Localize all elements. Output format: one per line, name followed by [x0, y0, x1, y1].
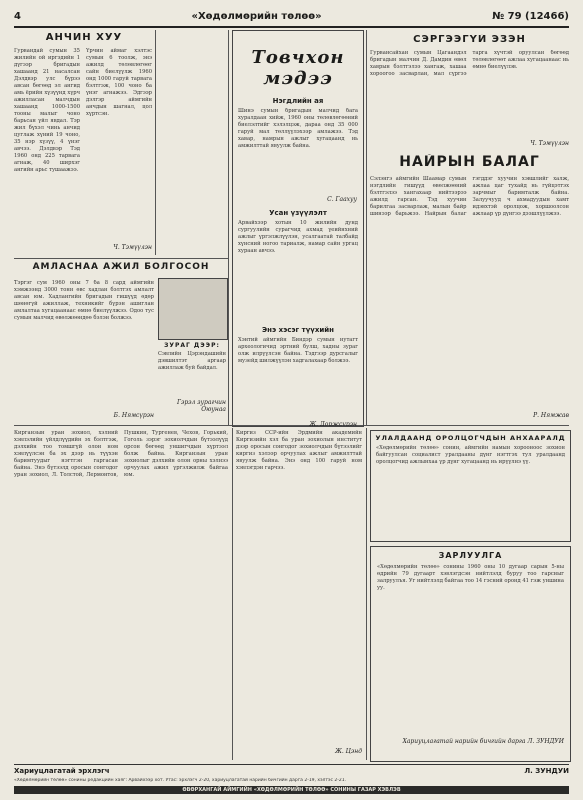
article-anchin-body: Гурвандай сумын 35 жилийн ой иргэдийн 1 дүгээр бригадын хашаанд 21 насалсан Дэлдвэр улс бүрээ авсан бөгөөд эл ангид амь ёрийн хүзүүнд хүрч ажилласан малчдын хашаанд 1000-1500 тооны малыг чоно барьсан үйл явдал. Тэр жил бүхэл чинь анчид цуглаж хүний 19 чоно, 35 нэр хүзүү, 4 үнэг авчээ. Дэлдвэр Тэд 1960 онд 225 тарвага агнаж, 40 ширхэг ангийн арьс тушаажээ.: [14, 48, 80, 173]
article-sergeet-heading: СЭРГЭЭГҮЙ ЭЗЭН: [413, 34, 526, 45]
tovchoon-box: [232, 30, 364, 427]
zaruulga-signature: Хариуцлагатай нарийн бичгийн дарга Л. ЗУНДУИ: [402, 738, 564, 745]
uildal-heading: УЛАЛДААНД ОРОЛЦОГЧДЫН АНХААРАЛД: [375, 434, 566, 442]
article-nairyn-body: Сэлэнгэ аймгийн Шаамар сумын нэгдлийн гишүүд өвөлжөөний бэлтгэлээ хангахаар нийтээрээ ажилд гарсан. Тэд хуучин барилгаа засварлаж, малын байр шинээр барьжээ. Найрын балаг гэгддэг хуучин хэвшлийг халж, ажлаа цаг тухайд нь гүйцэтгэх зарчмыг баримталж байна. Залуучууд ч ахмадуудын хамт идэвхтэй оролцож, хоршоолсон ажлаар үр дүнгээ дээшлүүлжээ.: [370, 176, 569, 217]
tovchoon-sub-3: Энэ хэсэг түүхийн: [262, 326, 334, 334]
zaruulga-box: [370, 546, 571, 762]
footer-banner: ӨВӨРХАНГАЙ АЙМГИЙН «ХӨДӨЛМӨРИЙН ТӨЛӨӨ» СОНИНЫ ГАЗАР ХЭВЛЭВ: [14, 786, 569, 794]
issue-number: № 79 (12466): [492, 10, 569, 22]
newspaper-title: «Хөдөлмөрийн төлөө»: [191, 10, 322, 22]
footer-address: «Хөдөлмөрийн төлөө» сонины редакцийн хаяг: Арвайхээр хот. Утас: эрхлэгч 2-20, хариуцлагатай нарийн бичгийн дарга 2-19, хэлтэс 2-21.: [14, 778, 347, 783]
photo-caption-signature: Гэрэл зурагчин Оюунаа: [176, 399, 226, 413]
article-nairyn-signature: Р. Нямжав: [533, 412, 569, 419]
tovchoon-sig-1: С. Гаахуу: [327, 196, 357, 203]
footer-editor-name: Л. ЗУНДУИ: [524, 767, 569, 775]
section-rule: [14, 258, 228, 259]
column-rule: [155, 30, 156, 255]
article-sergeet-signature: Ч. Тэмүүлэн: [530, 140, 569, 147]
photo-caption: [158, 342, 226, 422]
article-sergeet-body: Гурвансайхан сумын Цагаандэл бригадын малчин Д. Дамдин өвөл хаврын бэлтгэлээ хангаж, хашаа хороогоо засварлан, мал сүргээ тарга хүчтэй оруулсан бөгөөд төлөвлөгөөт ажлаа хугацаанаас нь өмнө биелүүлэв.: [370, 50, 569, 77]
article-bottom-left-body: Кирганзын уран зохиол, хэлний хэвлэлийн үйлдлүүдийн эх бэлтгэж, дэлхийн тоо томшгүй олон ном хэвлүүлсэн ба эх дээр нь түүхэн баримтуудыг нэгтгэн гаргасан байна. Энэ бүтээлд оросын сонгодог уран зохиол, Л. Толстой, Лермонтов, Пушкин, Тургенев, Чехов, Горький, Гоголь зэрэг зохиолчдын бүтээлүүд орсон бөгөөд уншигчдын хүртээл болж байна. Кирганзын уран зохиолыг дэлхийн олон орны хэлнээ орчуулах ажил үргэлжилж байгаа юм.: [14, 430, 228, 478]
page-number: 4: [14, 10, 21, 22]
tovchoon-sub-2: Усан үзүүлэлт: [269, 209, 327, 217]
column-rule: [366, 428, 367, 760]
tovchoon-body-2: Арвайхээр хотын 10 жилийн дунд сургуулийн сурагчид ахмад үеийнхний ажлыг үргэлжлүүлэн, усалгаатай талбайд хүнсний ногоо тариалж, намар сайн ургац хураан авчээ.: [238, 220, 358, 254]
column-rule: [228, 30, 229, 425]
photo: [158, 278, 228, 340]
footer-editor-label: Хариуцлагатай эрхлэгч: [14, 767, 110, 775]
photo-caption-body: Сэвлийн Цэрэндашийн дэвшилтэт аргаар ажиллаж буй байдал.: [158, 351, 226, 371]
article-anchin-heading: АНЧИН ХУУ: [45, 32, 123, 43]
article-anchin-body-2: Үрчин аймаг хэлтэс сумын 6 тоолж, энэ ажилд төлөвлөгөөг сайн биелүүлж 1960 онд 1000 гаруй тарвага бэлтгэж, 100 чоно ба үнэг агнажээ. Эдгээр дэлгэр аймгийн анчдын шагнал, цол хүртсэн.: [86, 48, 152, 117]
column-rule: [366, 30, 367, 425]
zaruulga-body: «Хөдөлмөрийн төлөө» сонины 1960 оны 10 дугаар сарын 5-ны өдрийн 79 дугаарт хэвлэгдсэн нийтлэлд буруу тоо гарсныг залруулъя. Уг нийтлэлд байгаа тоо 14 гэсний оронд 41 гэж уншина уу.: [377, 564, 564, 591]
tovchoon-body-3: Хэнтий аймгийн Биндэр сумын нутагт археологичид эртний булш, хадны зураг олж илрүүлсэн байна. Тэдгээр дурсгалыг музейд шилжүүлэн хадгалахаар болжээ.: [238, 337, 358, 364]
article-nairyn-heading: НАЙРЫН БАЛАГ: [399, 154, 540, 170]
article-amlasnaa-body: Тэргэг сум 1960 оны 7 ба 8 сард аймгийн хэмжээнд 3000 тонн өвс хадлан бэлтгэх амлалт авсан юм. Хадлангийн бригадын гишүүд өдөр шөнөгүй ажиллаж, техникийг бүрэн ашиглан амлалтаа хугацаанаас өмнө биелүүлжээ. Одоо тус сумын малчид өвөлжөөндөө бэлэн болжээ.: [14, 280, 154, 321]
tovchoon-body-1: Шинэ сумын бригадын малчид бага хуралдаан хийж, 1960 оны төлөвлөгөөний биелэлтийг хэлэлцэж, дараа онд 35 000 гаруй мал төллүүлэхээр амлажээ. Тэд хавар, намрын ажлыг хугацаанд нь амжилттай явуулж байна.: [238, 108, 358, 149]
tovchoon-sig-3: Ж. Доржсүрэн: [309, 421, 357, 427]
uildal-body: «Хөдөлмөрийн төлөө» сонин, аймгийн намын хорооноос зохион байгуулсан социалист уралдааны дүнг нэгтгэх тул уралдаанд оролцогчид ажлынхаа үр дүнг хугацаанд нь ирүүлнэ үү.: [376, 445, 565, 465]
article-kirghiz-body: Киргиз ССР-ийн Эрдмийн академийн Киргизийн хэл ба уран зохиолын институт дээр оросын сонгодог зохиолчдын бүтээлийг киргиз хэлээр орчуулах ажлыг амжилттай явуулж байна. Энэ онд 100 гаруй ном хэвлэгдэн гарчээ.: [236, 430, 362, 471]
tovchoon-heading: Товчхон мэдээ: [251, 47, 345, 89]
photo-caption-heading: ЗУРАГ ДЭЭР:: [164, 342, 220, 349]
column-rule: [232, 428, 233, 760]
article-amlasnaa-signature: Б. Нямсүрэн: [113, 412, 154, 419]
tovchoon-sub-1: Нэгдлийн ая: [272, 97, 324, 105]
article-kirghiz-signature: Ж. Цэнд: [335, 748, 362, 755]
page-header: [14, 6, 569, 28]
zaruulga-heading: ЗАРЛУУЛГА: [438, 551, 503, 560]
footer-editor: [14, 764, 569, 777]
uildal-box: [370, 430, 571, 542]
article-amlasnaa-heading: АМЛАСНАА АЖИЛ БОЛГОСОН: [32, 262, 210, 272]
article-anchin-signature: Ч. Тэмүүлэн: [113, 244, 152, 251]
